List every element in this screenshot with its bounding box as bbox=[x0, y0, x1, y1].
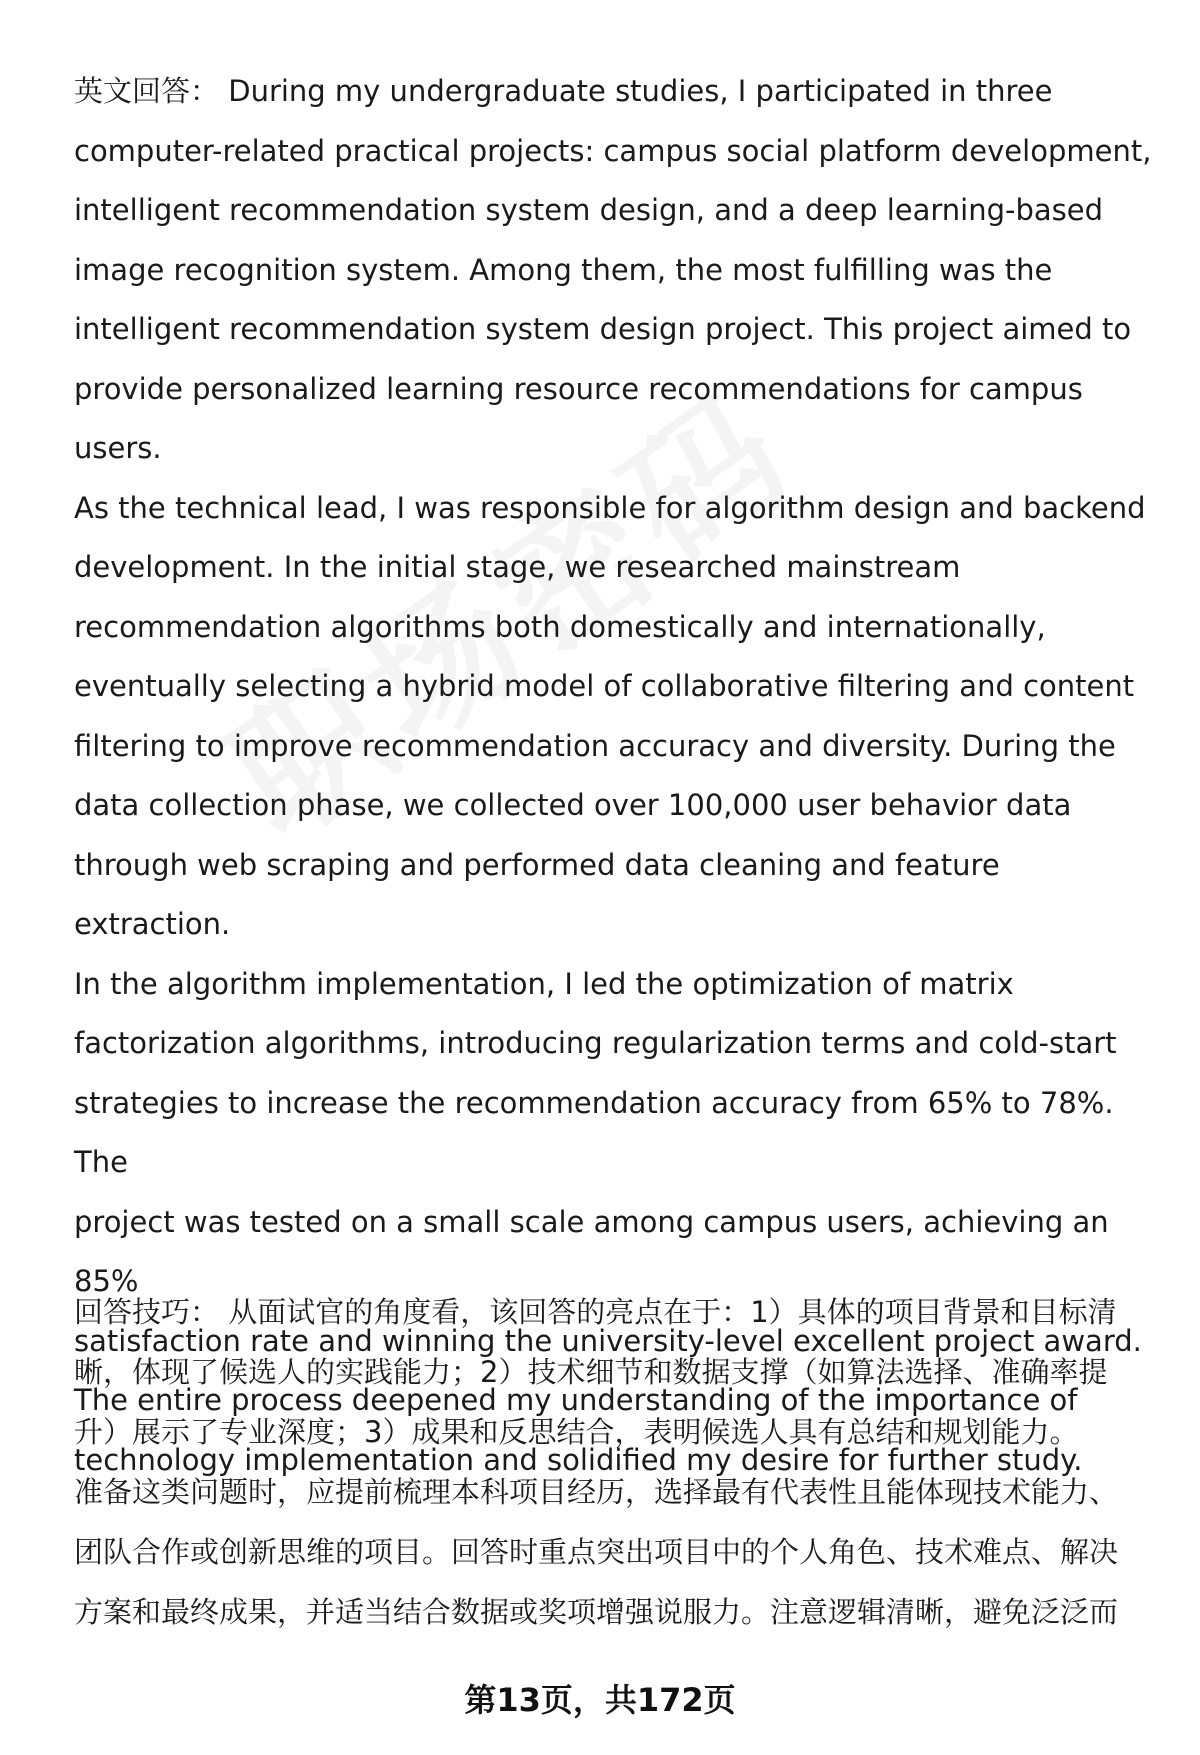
english-answer-text: During my undergraduate studies, I participated in three computer-related practical projects: campus social platform development, intelligent recommendation system design, and a deep learning-based image recognition system. Among them, the most fulfilling was the intelligent recommendation system design project. This project aimed to provide personalized learning resource recommendations for campus users. As the technical lead, I was responsible for algorithm design and backend development. In the initial stage, we researched mainstream recommendation algorithms both domestically and internationally, eventually selecting a hybrid model of collaborative filtering and content filtering to improve recommendation accuracy and diversity. During the data collection phase, we collected over 100,000 user behavior data through web scraping and performed data cleaning and feature extraction. In the algorithm implementation, I led the optimization of matrix factorization algorithms, introducing regularization terms and cold-start strategies to increase the recommendation accuracy from 65% to 78%. The project was tested on a small scale among campus users, achieving an 85% satisfaction rate and winning the university-level excellent project award. The entire process deepened my understanding of the importance of technology implementation and solidified my desire for further study. bbox=[74, 74, 1152, 1477]
answer-tips-text: 从面试官的角度看，该回答的亮点在于：1）具体的项目背景和目标清 晰，体现了候选人的实践能力；2）技术细节和数据支撑（如算法选择、准确率提 升）展示了专业深度；3）成果和反思结合，表明候选人具有总结和规划能力。 准备这类问题时，应提前梳理本科项目经历，选择最有代表性且能体现技术能力、 团队合作或创新思维的项目。回答时重点突出项目中的个人角色、技术难点、解决 方案和最终成果，并适当结合数据或奖项增强说服力。注意逻辑清晰，避免泛泛而 bbox=[74, 1295, 1119, 1629]
english-answer-paragraph bbox=[74, 62, 1154, 1490]
page-number-footer: 第13页，共172页 bbox=[464, 1681, 736, 1719]
answer-tips-paragraph bbox=[74, 1282, 1154, 1642]
english-answer-label: 英文回答： bbox=[74, 74, 220, 108]
answer-tips-label: 回答技巧： bbox=[74, 1295, 220, 1329]
